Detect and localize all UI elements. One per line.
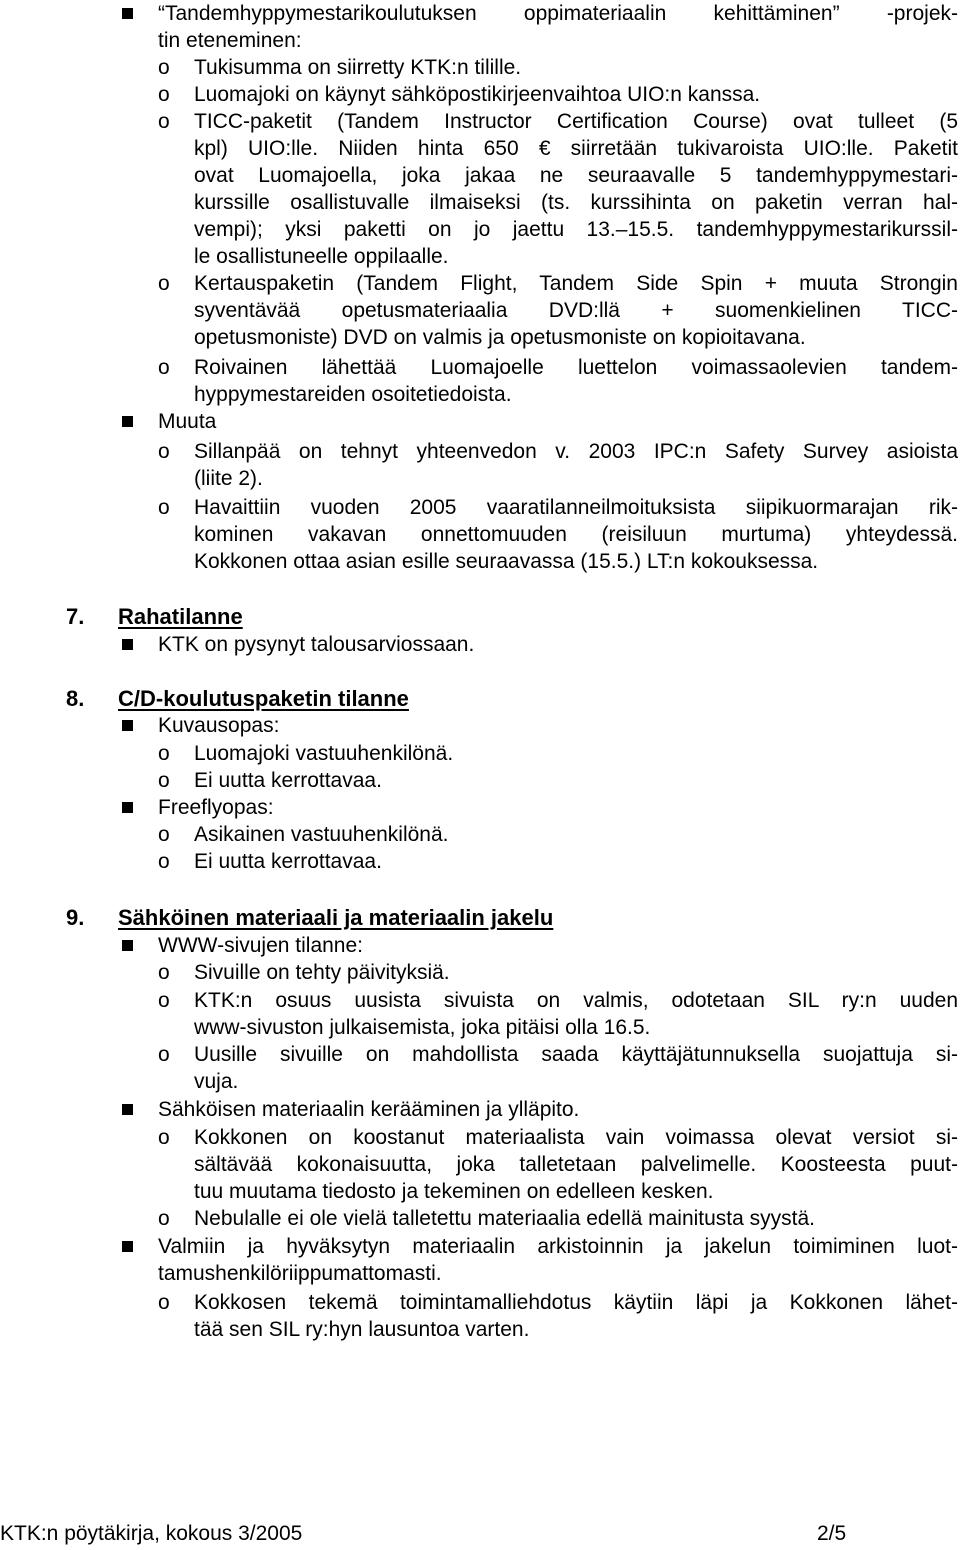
square-bullet-icon — [122, 416, 133, 427]
list-item-cont: vempi); yksi paketti on jo jaettu 13.–15.5. tandemhyppymestarikurssil- — [194, 218, 958, 241]
section-number: 9. — [66, 905, 85, 930]
square-bullet-icon — [122, 639, 133, 650]
square-bullet-icon — [122, 1104, 133, 1115]
list-item-cont: syventävää opetusmateriaalia DVD:llä + suomenkielinen TICC- — [194, 299, 958, 322]
circle-bullet-icon: o — [158, 272, 170, 295]
circle-bullet-icon: o — [158, 742, 170, 765]
list-item: Kokkonen on koostanut materiaalista vain voimassa olevat versiot si- — [194, 1126, 958, 1149]
list-item: Sähköisen materiaalin kerääminen ja ylläpito. — [158, 1098, 580, 1121]
circle-bullet-icon: o — [158, 496, 170, 519]
list-item: Sivuille on tehty päivityksiä. — [194, 961, 450, 984]
list-item-cont: www-sivuston julkaisemista, joka pitäisi olla 16.5. — [194, 1016, 651, 1039]
list-item: Valmiin ja hyväksytyn materiaalin arkistoinnin ja jakelun toimiminen luot- — [158, 1235, 958, 1258]
tandem-heading-line-1: “Tandemhyppymestarikoulutuksen oppimateriaalin kehittäminen” -projek- — [158, 2, 958, 25]
list-item-cont: tuu muutama tiedosto ja tekeminen on edelleen kesken. — [194, 1180, 714, 1203]
list-item: KTK:n osuus uusista sivuista on valmis, odotetaan SIL ry:n uuden — [194, 989, 958, 1012]
list-item: TICC-paketit (Tandem Instructor Certification Course) ovat tulleet (5 — [194, 110, 958, 133]
list-item-cont: tää sen SIL ry:hyn lausuntoa varten. — [194, 1318, 530, 1341]
list-item: Ei uutta kerrottavaa. — [194, 850, 382, 873]
circle-bullet-icon: o — [158, 850, 170, 873]
footer-left: KTK:n pöytäkirja, kokous 3/2005 — [0, 1522, 303, 1545]
list-item-cont: kpl) UIO:lle. Niiden hinta 650 € siirretään tukivaroista UIO:lle. Paketit — [194, 137, 958, 160]
list-item-cont: (liite 2). — [194, 467, 263, 490]
list-item-cont: le osallistuneelle oppilaalle. — [194, 245, 449, 268]
list-item: Uusille sivuille on mahdollista saada käyttäjätunnuksella suojattuja si- — [194, 1043, 958, 1066]
section-heading: Sähköinen materiaali ja materiaalin jakelu — [118, 905, 554, 930]
list-item: Kokkosen tekemä toimintamalliehdotus käytiin läpi ja Kokkonen lähet- — [194, 1291, 958, 1314]
list-item-cont: tamushenkilöriippumattomasti. — [158, 1262, 442, 1285]
section-number: 8. — [66, 686, 85, 711]
list-item-cont: opetusmoniste) DVD on valmis ja opetusmoniste on kopioitavana. — [194, 326, 806, 349]
circle-bullet-icon: o — [158, 1126, 170, 1149]
list-item: Havaittiin vuoden 2005 vaaratilanneilmoituksista siipikuormarajan rik- — [194, 496, 958, 519]
circle-bullet-icon: o — [158, 356, 170, 379]
circle-bullet-icon: o — [158, 769, 170, 792]
list-item: Sillanpää on tehnyt yhteenvedon v. 2003 IPC:n Safety Survey asioista — [194, 440, 958, 463]
list-item-cont: ovat Luomajoella, joka jakaa ne seuraavalle 5 tandemhyppymestari- — [194, 164, 958, 187]
muuta-heading: Muuta — [158, 410, 217, 433]
section-heading: Rahatilanne — [118, 604, 243, 629]
list-item: Nebulalle ei ole vielä talletettu materiaalia edellä mainitusta syystä. — [194, 1207, 815, 1230]
list-item-cont: hyppymestareiden osoitetiedoista. — [194, 383, 512, 406]
square-bullet-icon — [122, 940, 133, 951]
tandem-heading-line-2: tin eteneminen: — [158, 29, 302, 52]
square-bullet-icon — [122, 1241, 133, 1252]
list-item: Luomajoki on käynyt sähköpostikirjeenvaihtoa UIO:n kanssa. — [194, 83, 761, 106]
list-item-cont: vuja. — [194, 1070, 239, 1093]
list-item: Kertauspaketin (Tandem Flight, Tandem Side Spin + muuta Strongin — [194, 272, 958, 295]
list-item: Freeflyopas: — [158, 796, 274, 819]
circle-bullet-icon: o — [158, 1207, 170, 1230]
list-item: Kuvausopas: — [158, 714, 280, 737]
square-bullet-icon — [122, 720, 133, 731]
list-item-cont: kominen vakavan onnettomuuden (reisiluun murtuma) yhteydessä. — [194, 523, 958, 546]
list-item-cont: sältävää kokonaisuutta, joka talletetaan palvelimelle. Koosteesta puut- — [194, 1153, 958, 1176]
circle-bullet-icon: o — [158, 83, 170, 106]
circle-bullet-icon: o — [158, 110, 170, 133]
list-item-cont: Kokkonen ottaa asian esille seuraavassa (15.5.) LT:n kokouksessa. — [194, 550, 819, 573]
circle-bullet-icon: o — [158, 961, 170, 984]
circle-bullet-icon: o — [158, 823, 170, 846]
list-item: Luomajoki vastuuhenkilönä. — [194, 742, 454, 765]
list-item: Asikainen vastuuhenkilönä. — [194, 823, 449, 846]
circle-bullet-icon: o — [158, 56, 170, 79]
square-bullet-icon — [122, 8, 133, 19]
list-item: WWW-sivujen tilanne: — [158, 934, 363, 957]
square-bullet-icon — [122, 802, 133, 813]
list-item: Tukisumma on siirretty KTK:n tilille. — [194, 56, 522, 79]
circle-bullet-icon: o — [158, 1043, 170, 1066]
list-item: Roivainen lähettää Luomajoelle luettelon voimassaolevien tandem- — [194, 356, 958, 379]
section-number: 7. — [66, 604, 85, 629]
circle-bullet-icon: o — [158, 989, 170, 1012]
list-item-cont: kurssille osallistuvalle ilmaiseksi (ts. kurssihinta on paketin verran hal- — [194, 191, 958, 214]
list-item: Ei uutta kerrottavaa. — [194, 769, 382, 792]
circle-bullet-icon: o — [158, 1291, 170, 1314]
page-number: 2/5 — [817, 1522, 847, 1545]
section-heading: C/D-koulutuspaketin tilanne — [118, 686, 409, 711]
circle-bullet-icon: o — [158, 440, 170, 463]
list-item: KTK on pysynyt talousarviossaan. — [158, 633, 475, 656]
